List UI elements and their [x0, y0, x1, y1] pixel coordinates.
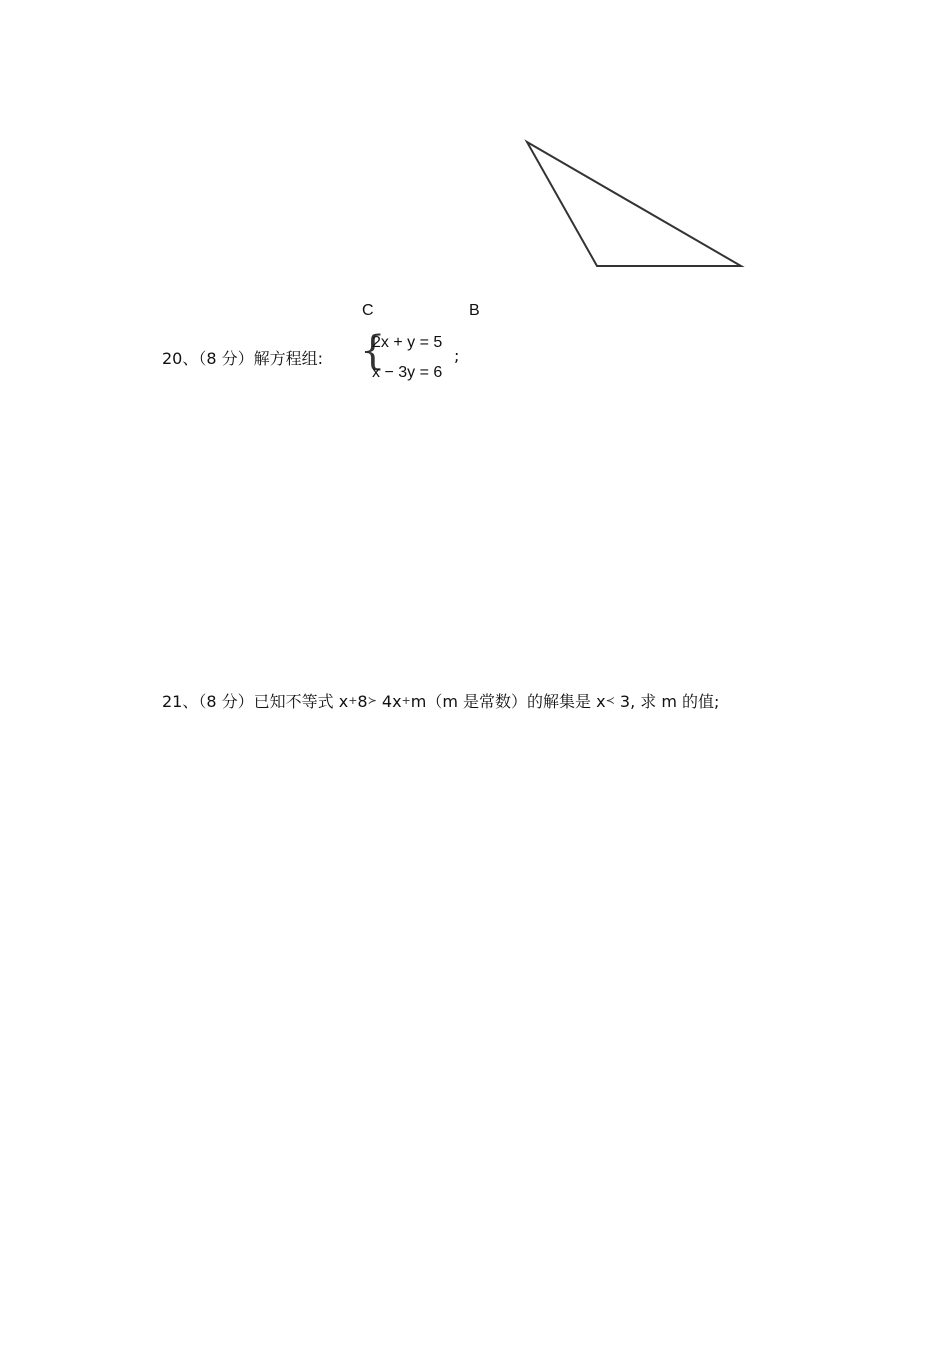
plus-symbol: + — [348, 694, 358, 707]
q21-part-b: 8 — [357, 692, 368, 711]
vertex-label-c: C — [362, 302, 374, 319]
q21-part-a: 21、（8 分）已知不等式 x — [162, 692, 349, 711]
triangle-shape — [527, 142, 741, 266]
system-brace: { — [360, 328, 386, 374]
q21-part-d: m（m 是常数）的解集是 x — [410, 692, 606, 711]
q20-prompt: 20、（8 分）解方程组: — [162, 349, 324, 368]
q21-part-e: 3, 求 m 的值; — [614, 692, 720, 711]
vertex-label-b: B — [469, 302, 480, 319]
greater-than-symbol: ≻ — [367, 694, 377, 707]
q20-equation-2: x − 3y = 6 — [372, 364, 443, 381]
q20-semicolon: ; — [454, 346, 460, 365]
q20-equation-1: 2x + y = 5 — [372, 334, 443, 351]
less-than-symbol: ≺ — [605, 694, 615, 707]
q21-part-c: 4x — [376, 692, 402, 711]
plus-symbol: + — [401, 694, 411, 707]
q21-text — [162, 689, 719, 712]
